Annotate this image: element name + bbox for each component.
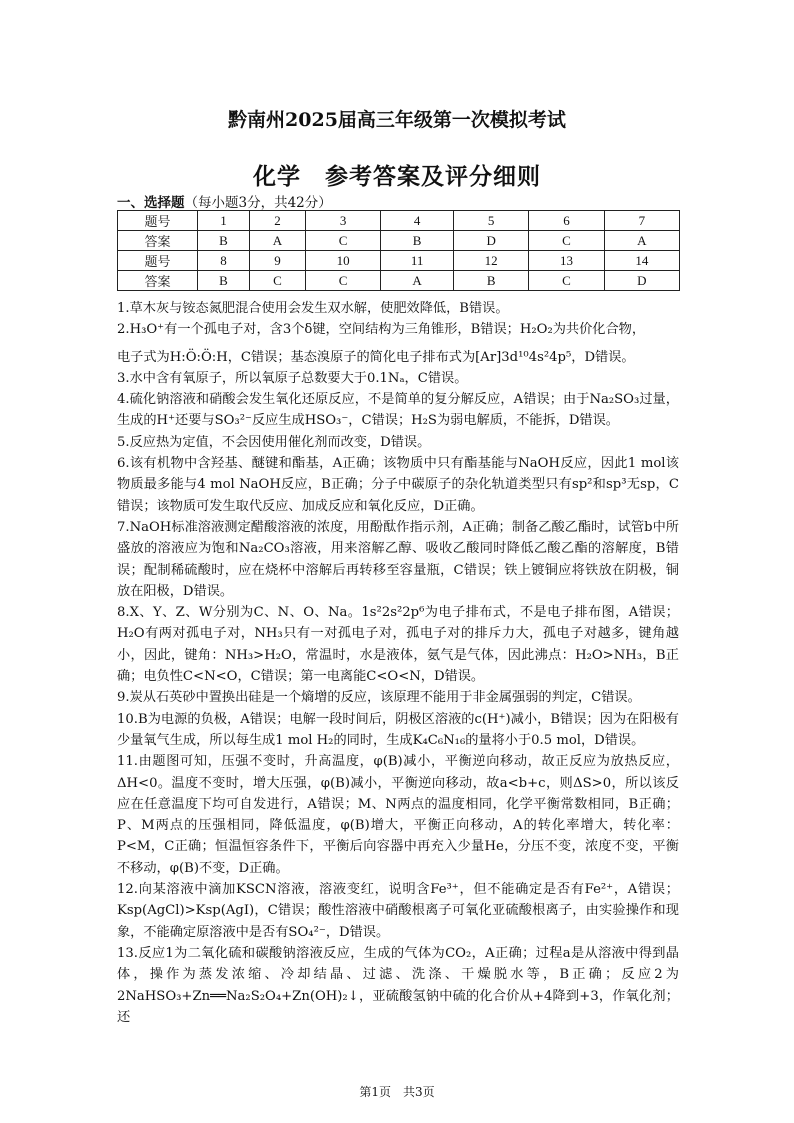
- row-header-cell: 题号: [118, 251, 198, 271]
- row-header-cell: 答案: [118, 271, 198, 291]
- explanation-10: 10.B为电源的负极，A错误；电解一段时间后，阴极区溶液的c(H⁺)减小，B错误；因为在阳极有少量氧气生成，所以每生成1 mol H₂的同时，生成K₄C₆N₁₆的量将小于0.5 mol，D错误。: [117, 711, 679, 748]
- table-cell: 1: [198, 211, 250, 231]
- explanation-5: 5.反应热为定值，不会因使用催化剂而改变，D错误。: [117, 434, 431, 450]
- explanation-12: 12.向某溶液中滴加KSCN溶液，溶液变红，说明含Fe³⁺，但不能确定是否有Fe²⁺，A错误；Ksp(AgCl)>Ksp(AgI)，C错误；酸性溶液中硝酸根离子可氧化亚硫酸根离子，由实验操作和现象，不能确定原溶液中是否有SO₄²⁻，D错误。: [117, 882, 679, 940]
- table-cell: 8: [198, 251, 250, 271]
- table-cell: 4: [381, 211, 454, 231]
- exam-title: 黔南州2025届高三年级第一次模拟考试: [228, 109, 566, 131]
- table-cell: C: [305, 231, 380, 251]
- table-cell: C: [250, 271, 306, 291]
- table-cell: C: [305, 271, 380, 291]
- table-cell: C: [529, 231, 604, 251]
- page-footer: 第1页 共3页: [359, 1085, 435, 1099]
- table-cell: 5: [454, 211, 529, 231]
- table-row: [118, 231, 680, 251]
- table-cell: A: [250, 231, 306, 251]
- explanation-2b: 电子式为H:Ö:Ö:H，C错误；基态溴原子的简化电子排布式为[Ar]3d¹⁰4s²4p⁵，D错误。: [117, 349, 635, 365]
- section-note: （每小题3分，共42分）: [184, 195, 332, 211]
- table-cell: 14: [604, 251, 679, 271]
- table-row: [118, 211, 680, 231]
- explanation-8: 8.X、Y、Z、W分别为C、N、O、Na。1s²2s²2p⁶为电子排布式，不是电子排布图，A错误；H₂O有两对孤电子对，NH₃只有一对孤电子对，孤电子对的排斥力大，孤电子对越多，键角越小，因此，键角：NH₃>H₂O，常温时，水是液体，氨气是气体，因此沸点：H₂O>NH₃，B正确；电负性C<N<O，C错误；第一电离能C<O<N，D错误。: [117, 605, 679, 685]
- exam-subtitle: 化学 参考答案及评分细则: [253, 163, 541, 190]
- table-cell: B: [198, 231, 250, 251]
- explanation-4: 4.硫化钠溶液和硝酸会发生氧化还原反应，不是简单的复分解反应，A错误；由于Na₂SO₃过量，生成的H⁺还要与SO₃²⁻反应生成HSO₃⁻，C错误；H₂S为弱电解质，不能拆，D错误。: [117, 392, 679, 429]
- table-cell: B: [454, 271, 529, 291]
- row-header-cell: 题号: [118, 211, 198, 231]
- table-cell: A: [381, 271, 454, 291]
- row-header-cell: 答案: [118, 231, 198, 251]
- explanation-9: 9.炭从石英砂中置换出硅是一个熵增的反应，该原理不能用于非金属强弱的判定，C错误。: [117, 690, 641, 706]
- table-cell: 10: [305, 251, 380, 271]
- explanation-7: 7.NaOH标准溶液测定醋酸溶液的浓度，用酚酞作指示剂，A正确；制备乙酸乙酯时，试管b中所盛放的溶液应为饱和Na₂CO₃溶液，用来溶解乙醇、吸收乙酸同时降低乙酸乙酯的溶解度，B错误；配制稀硫酸时，应在烧杯中溶解后再转移至容量瓶，C错误；铁上镀铜应将铁放在阴极，铜放在阳极，D错误。: [117, 519, 679, 599]
- table-cell: 9: [250, 251, 306, 271]
- section-title: 一、选择题: [117, 195, 185, 211]
- explanation-13: 13.反应1为二氧化硫和碳酸钠溶液反应，生成的气体为CO₂，A正确；过程a是从溶液中得到晶体，操作为蒸发浓缩、冷却结晶、过滤、洗涤、干燥脱水等，B正确；反应2为2NaHSO₃+Zn══Na₂S₂O₄+Zn(OH)₂↓，亚硫酸氢钠中硫的化合价从+4降到+3，作氧化剂；还: [117, 945, 679, 1025]
- table-row: [118, 251, 680, 271]
- table-cell: 13: [529, 251, 604, 271]
- explanation-6: 6.该有机物中含羟基、醚键和酯基，A正确；该物质中只有酯基能与NaOH反应，因此1 mol该物质最多能与4 mol NaOH反应，B正确；分子中碳原子的杂化轨道类型只有sp²和sp³无sp，C错误；该物质可发生取代反应、加成反应和氧化反应，D正确。: [117, 456, 679, 514]
- table-cell: B: [198, 271, 250, 291]
- table-cell: 11: [381, 251, 454, 271]
- table-cell: 2: [250, 211, 306, 231]
- explanations: [117, 298, 679, 1028]
- table-cell: 12: [454, 251, 529, 271]
- explanation-3: 3.水中含有氧原子，所以氧原子总数要大于0.1Nₐ，C错误。: [117, 370, 468, 386]
- table-cell: 6: [529, 211, 604, 231]
- explanation-2a: 2.H₃O⁺有一个孤电子对，含3个δ键，空间结构为三角锥形，B错误；H₂O₂为共价化合物，: [117, 322, 646, 338]
- table-cell: C: [529, 271, 604, 291]
- table-cell: D: [604, 271, 679, 291]
- table-cell: B: [381, 231, 454, 251]
- table-row: [118, 271, 680, 291]
- table-cell: 7: [604, 211, 679, 231]
- answer-table: [117, 210, 680, 291]
- section-heading: [117, 191, 332, 211]
- table-cell: D: [454, 231, 529, 251]
- table-cell: 3: [305, 211, 380, 231]
- table-cell: A: [604, 231, 679, 251]
- explanation-1: 1.草木灰与铵态氮肥混合使用会发生双水解，使肥效降低，B错误。: [117, 301, 509, 316]
- explanation-11: 11.由题图可知，压强不变时，升高温度，φ(B)减小，平衡逆向移动，故正反应为放热反应，ΔH<0。温度不变时，增大压强，φ(B)减小，平衡逆向移动，故a<b+c，则ΔS>0，所以该反应在任意温度下均可自发进行，A错误；M、N两点的温度相同，化学平衡常数相同，B正确；P、M两点的压强相同，降低温度，φ(B)增大，平衡正向移动，A的转化率增大，转化率：P<M，C正确；恒温恒容条件下，平衡后向容器中再充入少量He，分压不变，浓度不变，平衡不移动，φ(B)不变，D正确。: [117, 754, 679, 876]
